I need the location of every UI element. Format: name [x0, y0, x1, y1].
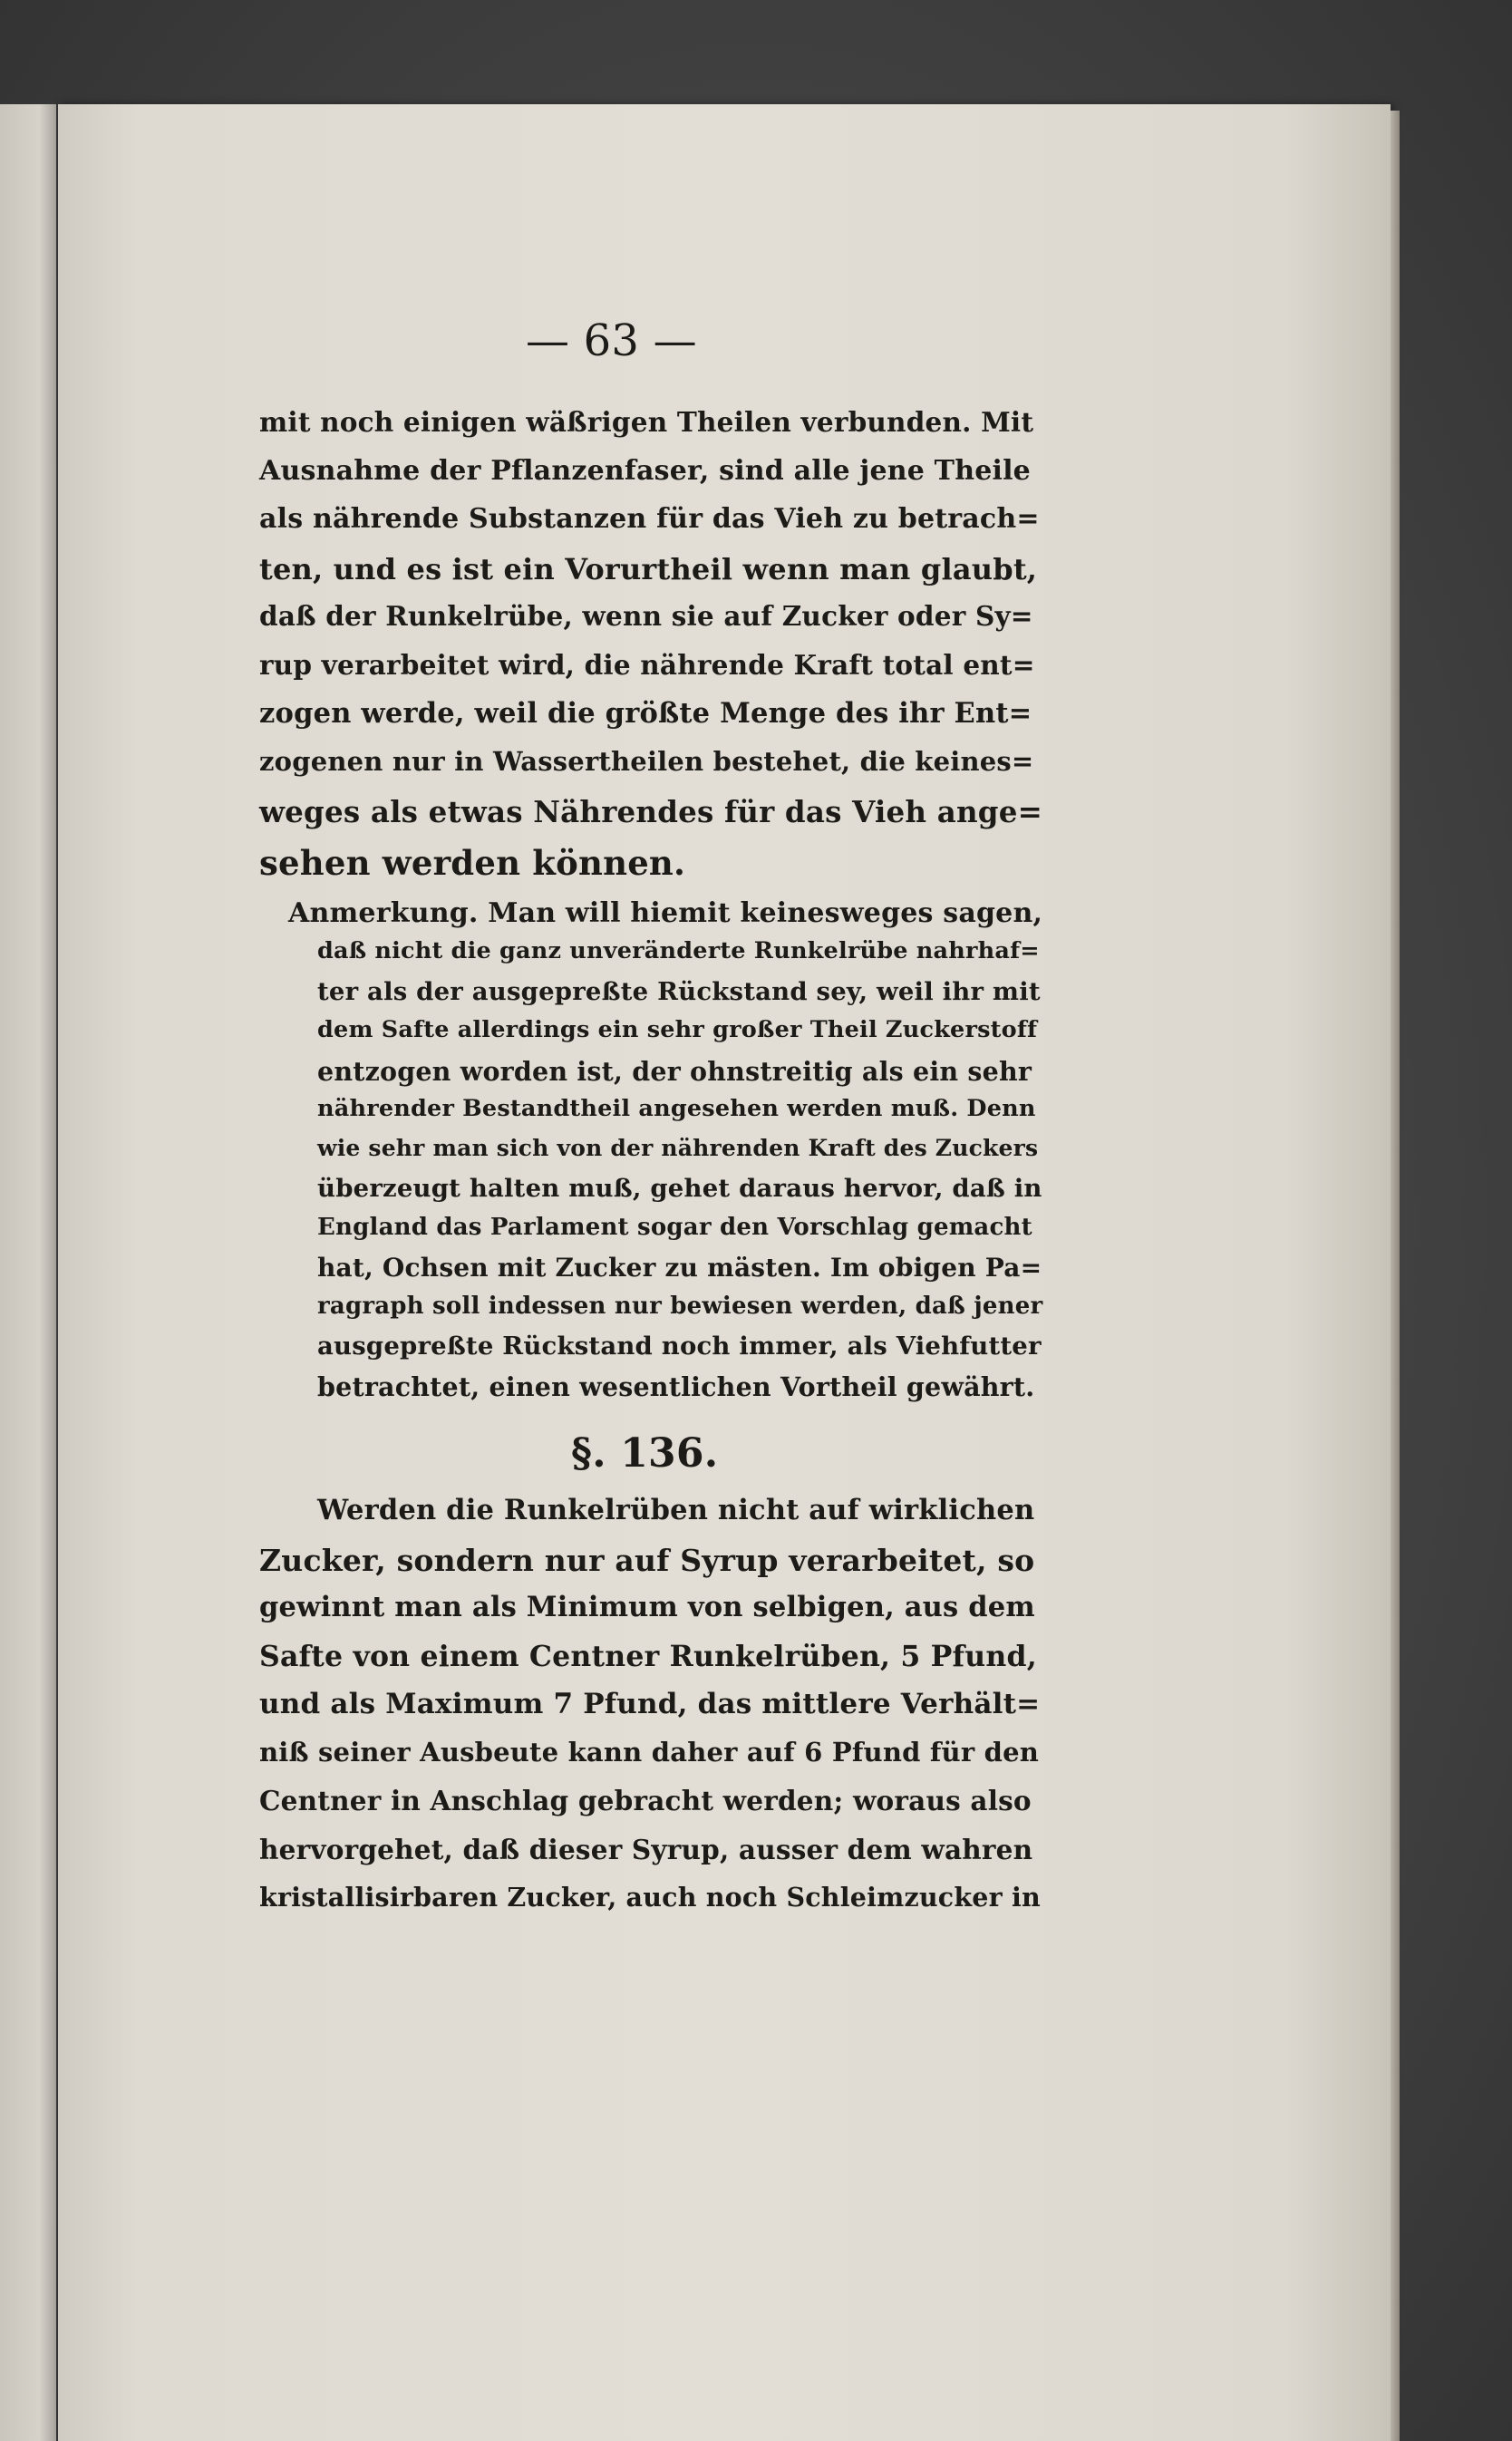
note-line: entzogen worden ist, der ohnstreitig als ein sehr	[317, 1056, 1032, 1087]
text-line: zogen werde, weil die größte Menge des ihr Ent=	[259, 697, 1032, 730]
text-line: und als Maximum 7 Pfund, das mittlere Verhält=	[259, 1688, 1041, 1720]
note-line: wie sehr man sich von der nährenden Kraft des Zuckers	[317, 1135, 1039, 1161]
text-line: rup verarbeitet wird, die nährende Kraft total ent=	[259, 649, 1035, 681]
text-line: gewinnt man als Minimum von selbigen, aus dem	[259, 1591, 1035, 1623]
text-line: niß seiner Ausbeute kann daher auf 6 Pfund für den	[259, 1737, 1040, 1768]
previous-page-edge	[0, 104, 56, 2441]
text-line: Zucker, sondern nur auf Syrup verarbeitet, so	[259, 1543, 1035, 1578]
text-line: Ausnahme der Pflanzenfaser, sind alle jene Theile	[259, 455, 1031, 487]
text-line: zogenen nur in Wassertheilen bestehet, die keines=	[259, 746, 1034, 777]
note-line: hat, Ochsen mit Zucker zu mästen. Im obigen Pa=	[317, 1253, 1042, 1283]
text-line: kristallisirbaren Zucker, auch noch Schleimzucker in	[259, 1882, 1041, 1913]
note-line: betrachtet, einen wesentlichen Vortheil gewährt.	[317, 1371, 1035, 1402]
page-edge	[1391, 111, 1400, 2441]
text-line: hervorgehet, daß dieser Syrup, ausser dem wahren	[259, 1834, 1033, 1865]
note-line: ausgepreßte Rückstand noch immer, als Viehfutter	[317, 1332, 1042, 1361]
note-line: dem Safte allerdings ein sehr großer Theil Zuckerstoff	[317, 1016, 1038, 1043]
text-line: Safte von einem Centner Runkelrüben, 5 Pfund,	[259, 1640, 1037, 1673]
text-line: sehen werden können.	[259, 843, 686, 883]
text-line: daß der Runkelrübe, wenn sie auf Zucker oder Sy=	[259, 600, 1033, 632]
note-line: Anmerkung. Man will hiemit keinesweges sagen,	[288, 897, 1043, 929]
text-line: ten, und es ist ein Vorurtheil wenn man glaubt,	[259, 552, 1038, 586]
note-line: daß nicht die ganz unveränderte Runkelrübe nahrhaf=	[317, 937, 1040, 964]
text-line: als nährende Substanzen für das Vieh zu betrach=	[259, 503, 1040, 535]
note-line: England das Parlament sogar den Vorschlag gemacht	[317, 1214, 1032, 1241]
note-line: überzeugt halten muß, gehet daraus hervor, daß in	[317, 1174, 1042, 1203]
text-line: Werden die Runkelrüben nicht auf wirklichen	[317, 1494, 1035, 1526]
text-line: Centner in Anschlag gebracht werden; woraus also	[259, 1785, 1032, 1816]
text-line: weges als etwas Nährendes für das Vieh ange=	[259, 794, 1043, 829]
text-line: mit noch einigen wäßrigen Theilen verbunden. Mit	[259, 406, 1034, 438]
note-line: ter als der ausgepreßte Rückstand sey, weil ihr mit	[317, 977, 1041, 1006]
page-number: — 63 —	[526, 315, 697, 366]
section-heading: §. 136.	[571, 1430, 719, 1477]
note-line: ragraph soll indessen nur bewiesen werden, daß jener	[317, 1293, 1043, 1320]
note-line: nährender Bestandtheil angesehen werden muß. Denn	[317, 1095, 1036, 1122]
